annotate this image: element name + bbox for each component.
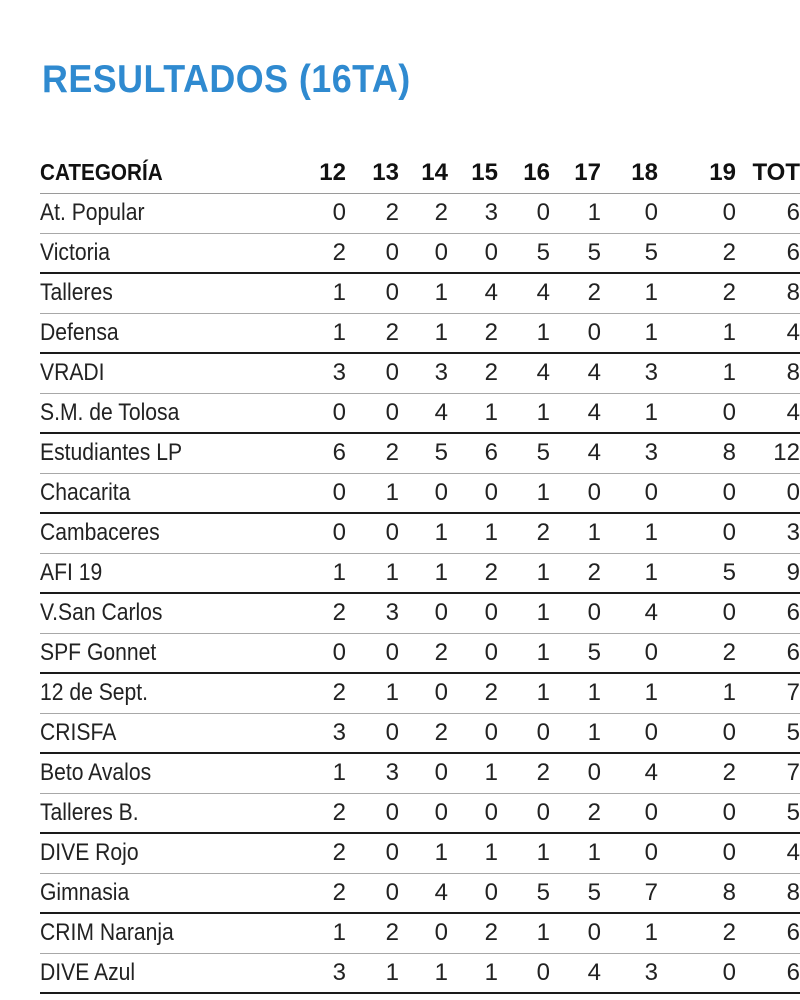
score-cell-13: 3 xyxy=(346,593,399,633)
team-name-cell: CRISFA xyxy=(40,713,276,753)
score-cell-19: 2 xyxy=(658,273,736,313)
score-cell-17: 1 xyxy=(550,673,601,713)
score-cell-18: 1 xyxy=(601,513,658,553)
score-cell-16: 0 xyxy=(498,713,550,753)
score-cell-12: 1 xyxy=(276,313,346,353)
table-row xyxy=(40,953,800,993)
team-name-cell: Chacarita xyxy=(40,473,276,513)
table-row xyxy=(40,313,800,353)
score-cell-15: 0 xyxy=(448,713,498,753)
score-cell-14: 0 xyxy=(399,753,448,793)
score-cell-18: 7 xyxy=(601,873,658,913)
score-cell-15: 1 xyxy=(448,953,498,993)
score-cell-16: 1 xyxy=(498,313,550,353)
score-cell-12: 0 xyxy=(276,633,346,673)
team-name-cell: Beto Avalos xyxy=(40,753,276,793)
score-cell-16: 1 xyxy=(498,633,550,673)
score-cell-12: 0 xyxy=(276,194,346,234)
score-cell-18: 5 xyxy=(601,233,658,273)
score-cell-12: 2 xyxy=(276,793,346,833)
score-cell-13: 1 xyxy=(346,953,399,993)
score-cell-12: 6 xyxy=(276,433,346,473)
score-cell-13: 2 xyxy=(346,194,399,234)
score-cell-12: 2 xyxy=(276,593,346,633)
table-row xyxy=(40,353,800,393)
score-cell-17: 4 xyxy=(550,393,601,433)
score-cell-18: 0 xyxy=(601,793,658,833)
score-cell-15: 2 xyxy=(448,353,498,393)
total-cell: 8 xyxy=(736,353,800,393)
score-cell-18: 3 xyxy=(601,433,658,473)
score-cell-15: 0 xyxy=(448,873,498,913)
score-cell-15: 2 xyxy=(448,673,498,713)
table-header xyxy=(40,152,800,194)
score-cell-16: 2 xyxy=(498,513,550,553)
score-cell-16: 0 xyxy=(498,953,550,993)
score-cell-16: 1 xyxy=(498,473,550,513)
score-cell-15: 6 xyxy=(448,433,498,473)
score-cell-19: 2 xyxy=(658,753,736,793)
team-name-cell: SPF Gonnet xyxy=(40,633,276,673)
team-name-cell: 12 de Sept. xyxy=(40,673,276,713)
score-cell-16: 1 xyxy=(498,393,550,433)
team-name-cell: AFI 19 xyxy=(40,553,276,593)
score-cell-13: 3 xyxy=(346,753,399,793)
table-row xyxy=(40,713,800,753)
score-cell-17: 0 xyxy=(550,473,601,513)
team-name-cell: Victoria xyxy=(40,233,276,273)
score-cell-12: 2 xyxy=(276,673,346,713)
score-cell-18: 0 xyxy=(601,833,658,873)
score-cell-18: 1 xyxy=(601,313,658,353)
total-cell: 4 xyxy=(736,393,800,433)
score-cell-18: 1 xyxy=(601,393,658,433)
page-title: RESULTADOS (16TA) xyxy=(42,58,411,101)
score-cell-13: 0 xyxy=(346,393,399,433)
team-name-cell: DIVE Azul xyxy=(40,953,276,993)
score-cell-17: 0 xyxy=(550,313,601,353)
score-cell-16: 4 xyxy=(498,273,550,313)
score-cell-17: 1 xyxy=(550,833,601,873)
score-cell-12: 2 xyxy=(276,233,346,273)
team-name-cell: CRIM Naranja xyxy=(40,913,276,953)
score-cell-12: 2 xyxy=(276,833,346,873)
total-cell: 5 xyxy=(736,793,800,833)
total-cell: 0 xyxy=(736,473,800,513)
score-cell-16: 5 xyxy=(498,433,550,473)
score-cell-12: 3 xyxy=(276,713,346,753)
table-row xyxy=(40,753,800,793)
table-row xyxy=(40,433,800,473)
score-cell-14: 4 xyxy=(399,393,448,433)
score-cell-16: 1 xyxy=(498,593,550,633)
table-row xyxy=(40,233,800,273)
total-cell: 7 xyxy=(736,673,800,713)
score-cell-13: 0 xyxy=(346,633,399,673)
score-cell-12: 1 xyxy=(276,273,346,313)
score-cell-19: 0 xyxy=(658,473,736,513)
total-cell: 6 xyxy=(736,633,800,673)
header-17: 17 xyxy=(550,152,601,194)
score-cell-13: 0 xyxy=(346,873,399,913)
team-name-cell: Cambaceres xyxy=(40,513,276,553)
score-cell-17: 4 xyxy=(550,953,601,993)
score-cell-15: 2 xyxy=(448,913,498,953)
score-cell-19: 2 xyxy=(658,233,736,273)
score-cell-15: 0 xyxy=(448,233,498,273)
score-cell-19: 5 xyxy=(658,553,736,593)
score-cell-17: 2 xyxy=(550,553,601,593)
team-name-cell: Estudiantes LP xyxy=(40,433,276,473)
score-cell-12: 1 xyxy=(276,753,346,793)
score-cell-19: 1 xyxy=(658,353,736,393)
score-cell-15: 3 xyxy=(448,194,498,234)
score-cell-14: 1 xyxy=(399,273,448,313)
score-cell-17: 4 xyxy=(550,433,601,473)
score-cell-14: 1 xyxy=(399,513,448,553)
score-cell-17: 0 xyxy=(550,593,601,633)
score-cell-19: 2 xyxy=(658,913,736,953)
score-cell-16: 0 xyxy=(498,194,550,234)
score-cell-19: 0 xyxy=(658,513,736,553)
score-cell-18: 4 xyxy=(601,593,658,633)
score-cell-18: 4 xyxy=(601,753,658,793)
score-cell-14: 1 xyxy=(399,953,448,993)
table-row xyxy=(40,194,800,234)
score-cell-15: 2 xyxy=(448,313,498,353)
score-cell-15: 0 xyxy=(448,633,498,673)
total-cell: 6 xyxy=(736,913,800,953)
total-cell: 6 xyxy=(736,233,800,273)
score-cell-19: 8 xyxy=(658,873,736,913)
table-body xyxy=(40,194,800,994)
team-name-cell: VRADI xyxy=(40,353,276,393)
score-cell-19: 0 xyxy=(658,833,736,873)
table-row xyxy=(40,873,800,913)
team-name-cell: Defensa xyxy=(40,313,276,353)
score-cell-19: 0 xyxy=(658,713,736,753)
header-categoria: CATEGORÍA xyxy=(40,152,276,194)
score-cell-13: 0 xyxy=(346,793,399,833)
total-cell: 4 xyxy=(736,313,800,353)
score-cell-19: 1 xyxy=(658,313,736,353)
score-cell-17: 0 xyxy=(550,753,601,793)
score-cell-19: 0 xyxy=(658,593,736,633)
score-cell-16: 5 xyxy=(498,873,550,913)
header-tot: TOT xyxy=(736,152,800,194)
total-cell: 5 xyxy=(736,713,800,753)
table-row xyxy=(40,793,800,833)
table-row xyxy=(40,393,800,433)
score-cell-13: 2 xyxy=(346,433,399,473)
score-cell-16: 0 xyxy=(498,793,550,833)
score-cell-17: 2 xyxy=(550,273,601,313)
score-cell-14: 2 xyxy=(399,194,448,234)
score-cell-18: 3 xyxy=(601,353,658,393)
team-name-cell: At. Popular xyxy=(40,194,276,234)
table-row xyxy=(40,593,800,633)
score-cell-17: 1 xyxy=(550,194,601,234)
total-cell: 4 xyxy=(736,833,800,873)
team-name-cell: Talleres B. xyxy=(40,793,276,833)
score-cell-19: 0 xyxy=(658,793,736,833)
header-16: 16 xyxy=(498,152,550,194)
table-row xyxy=(40,673,800,713)
score-cell-16: 5 xyxy=(498,233,550,273)
score-cell-15: 4 xyxy=(448,273,498,313)
header-18: 18 xyxy=(601,152,658,194)
score-cell-12: 0 xyxy=(276,393,346,433)
score-cell-12: 1 xyxy=(276,913,346,953)
team-name-cell: V.San Carlos xyxy=(40,593,276,633)
score-cell-14: 0 xyxy=(399,233,448,273)
score-cell-12: 0 xyxy=(276,473,346,513)
table-row xyxy=(40,273,800,313)
score-cell-19: 2 xyxy=(658,633,736,673)
score-cell-18: 3 xyxy=(601,953,658,993)
header-15: 15 xyxy=(448,152,498,194)
score-cell-18: 0 xyxy=(601,473,658,513)
header-19: 19 xyxy=(658,152,736,194)
table-row xyxy=(40,473,800,513)
score-cell-12: 3 xyxy=(276,353,346,393)
score-cell-12: 1 xyxy=(276,553,346,593)
score-cell-18: 0 xyxy=(601,713,658,753)
header-14: 14 xyxy=(399,152,448,194)
score-cell-15: 0 xyxy=(448,793,498,833)
score-cell-18: 0 xyxy=(601,194,658,234)
score-cell-13: 0 xyxy=(346,273,399,313)
team-name-cell: Talleres xyxy=(40,273,276,313)
table-row xyxy=(40,553,800,593)
score-cell-15: 1 xyxy=(448,833,498,873)
score-cell-19: 8 xyxy=(658,433,736,473)
score-cell-13: 1 xyxy=(346,553,399,593)
score-cell-19: 0 xyxy=(658,953,736,993)
total-cell: 8 xyxy=(736,873,800,913)
score-cell-14: 1 xyxy=(399,313,448,353)
total-cell: 6 xyxy=(736,194,800,234)
score-cell-13: 2 xyxy=(346,913,399,953)
score-cell-16: 2 xyxy=(498,753,550,793)
team-name-cell: Gimnasia xyxy=(40,873,276,913)
score-cell-17: 0 xyxy=(550,913,601,953)
total-cell: 3 xyxy=(736,513,800,553)
total-cell: 12 xyxy=(736,433,800,473)
score-cell-14: 0 xyxy=(399,473,448,513)
score-cell-12: 0 xyxy=(276,513,346,553)
score-cell-14: 4 xyxy=(399,873,448,913)
score-cell-18: 1 xyxy=(601,673,658,713)
score-cell-14: 0 xyxy=(399,593,448,633)
score-cell-12: 2 xyxy=(276,873,346,913)
score-cell-13: 0 xyxy=(346,233,399,273)
score-cell-14: 0 xyxy=(399,913,448,953)
score-cell-17: 5 xyxy=(550,873,601,913)
score-cell-15: 1 xyxy=(448,393,498,433)
header-12: 12 xyxy=(276,152,346,194)
total-cell: 6 xyxy=(736,953,800,993)
score-cell-13: 0 xyxy=(346,513,399,553)
score-cell-18: 1 xyxy=(601,273,658,313)
score-cell-13: 1 xyxy=(346,673,399,713)
header-row xyxy=(40,152,800,194)
score-cell-19: 0 xyxy=(658,393,736,433)
score-cell-15: 0 xyxy=(448,473,498,513)
score-cell-15: 0 xyxy=(448,593,498,633)
total-cell: 9 xyxy=(736,553,800,593)
table-row xyxy=(40,513,800,553)
team-name-cell: DIVE Rojo xyxy=(40,833,276,873)
score-cell-17: 5 xyxy=(550,633,601,673)
score-cell-18: 0 xyxy=(601,633,658,673)
score-cell-14: 0 xyxy=(399,793,448,833)
score-cell-17: 2 xyxy=(550,793,601,833)
score-cell-17: 4 xyxy=(550,353,601,393)
table-row xyxy=(40,833,800,873)
score-cell-13: 0 xyxy=(346,833,399,873)
score-cell-15: 1 xyxy=(448,753,498,793)
score-cell-14: 3 xyxy=(399,353,448,393)
score-cell-14: 0 xyxy=(399,673,448,713)
score-cell-17: 1 xyxy=(550,513,601,553)
score-cell-14: 1 xyxy=(399,553,448,593)
score-cell-15: 1 xyxy=(448,513,498,553)
score-cell-16: 1 xyxy=(498,553,550,593)
results-table xyxy=(40,152,800,994)
score-cell-14: 2 xyxy=(399,633,448,673)
total-cell: 7 xyxy=(736,753,800,793)
header-13: 13 xyxy=(346,152,399,194)
team-name-cell: S.M. de Tolosa xyxy=(40,393,276,433)
score-cell-16: 1 xyxy=(498,833,550,873)
total-cell: 8 xyxy=(736,273,800,313)
score-cell-18: 1 xyxy=(601,553,658,593)
score-cell-14: 1 xyxy=(399,833,448,873)
score-cell-13: 1 xyxy=(346,473,399,513)
score-cell-19: 0 xyxy=(658,194,736,234)
score-cell-15: 2 xyxy=(448,553,498,593)
table-row xyxy=(40,633,800,673)
score-cell-16: 4 xyxy=(498,353,550,393)
score-cell-16: 1 xyxy=(498,673,550,713)
score-cell-13: 0 xyxy=(346,713,399,753)
score-cell-12: 3 xyxy=(276,953,346,993)
score-cell-17: 1 xyxy=(550,713,601,753)
score-cell-17: 5 xyxy=(550,233,601,273)
table-row xyxy=(40,913,800,953)
score-cell-13: 0 xyxy=(346,353,399,393)
total-cell: 6 xyxy=(736,593,800,633)
score-cell-16: 1 xyxy=(498,913,550,953)
score-cell-19: 1 xyxy=(658,673,736,713)
score-cell-14: 5 xyxy=(399,433,448,473)
score-cell-14: 2 xyxy=(399,713,448,753)
score-cell-13: 2 xyxy=(346,313,399,353)
score-cell-18: 1 xyxy=(601,913,658,953)
